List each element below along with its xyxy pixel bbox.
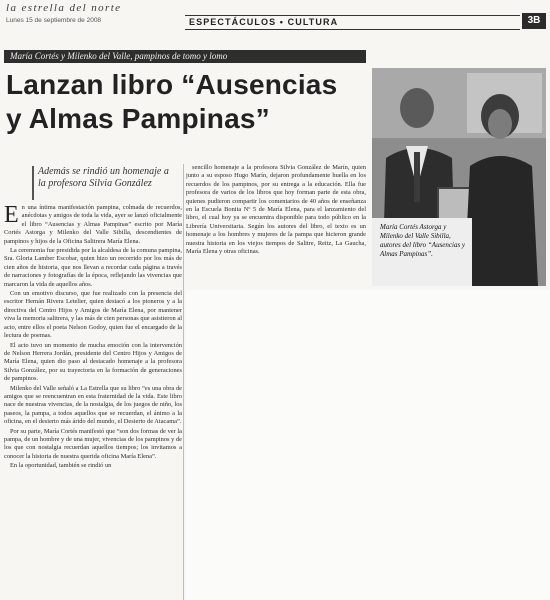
pullquote: Además se rindió un homenaje a la profesora Silvia González [38, 166, 169, 189]
column-1 [4, 204, 182, 600]
kicker: María Cortés y Milenko del Valle, pampinos de tomo y lomo [4, 50, 366, 63]
section-label: ESPECTÁCULOS • CULTURA [189, 17, 339, 27]
column-2 [186, 164, 366, 286]
paragraph: La ceremonia fue presidida por la alcaldesa de la comuna pampina, Sra. Gloria Lamber Escobar, quien hizo un recorrido por los más de cien años de historia, que nos llevan a recordar cada página a través de narraciones y fotografías de la época, reflejando las vivencias que marcaron la vida de aquellos años. [4, 247, 182, 288]
blank-area [186, 290, 550, 600]
paragraph: En la oportunidad, también se rindió un [10, 462, 112, 470]
date-line: Lunes 15 de septiembre de 2008 [6, 17, 102, 24]
page-number: 3B [522, 13, 546, 29]
masthead [0, 0, 550, 32]
paragraph: El acto tuvo un momento de mucha emoción con la intervención de Nelson Herrera Jordán, presidente del Centro Hijos y Amigos de María Elena, quien dio paso al destacado homenaje a la profesora Silvia González, por su trayectoria en la formación de generaciones de pampinos. [4, 341, 182, 383]
headline-line-2: y Almas Pampinas” [6, 103, 270, 134]
pullquote-rule [32, 166, 34, 200]
paragraph: n una íntima manifestación pampina, colmada de recuerdos, anécdotas y amigos de toda la vida, ayer se lanzó oficialmente el libro “Ausencias y Almas Pampinas” escrito por María Cortés Astorga y Milenko del Valle Sibilla, descendientes de pampinos y hijos de la Oficina Salitrera María Elena. [4, 204, 182, 245]
column-divider [183, 164, 184, 600]
photo-caption: María Cortés Astorga y Milenko del Valle Sibilla, autores del libro “Ausencias y Almas Pampinas”. [380, 223, 466, 258]
headline [6, 68, 366, 136]
paragraph: Con un emotivo discurso, que fue realizado con la presencia del escritor Hernán Rivera Letelier, quien destacó a los pioneros y a la directiva del Centro Hijos y Amigos de María Elena, por mantener viva la memoria salitrera, y las más de cien personas que asistieron al acto, entre ellos el poeta Nelson Godoy, quien fue el encargado de la lectura de poemas. [4, 290, 182, 340]
paragraph: Milenko del Valle señaló a La Estrella que su libro “es una obra de amigos que se reencuentran en esta fraternidad de la vida. Este libro nace de nuestras vivencias, de la nostalgia, de los juegos de niño, los paseos, la pampa, a todos aquellos que se recuerdan, el ánimo a la oficina, en el desierto más árido del mundo, el Desierto de Atacama”. [4, 384, 182, 426]
drop-cap: E [4, 204, 19, 228]
headline-line-1: Lanzan libro “Ausencias [6, 69, 338, 100]
paragraph: Por su parte, María Cortés manifestó que “son dos formas de ver la pampa, de un hombre y de una mujer, vivencias de los pampinos y de los que con nostalgia recuerdan aquellos tiempos; los invitamos a conocer la historia de nuestra querida oficina María Elena”. [4, 427, 182, 460]
newspaper-name: la estrella del norte [6, 2, 122, 14]
article-photo [372, 68, 546, 286]
section-bar [185, 15, 520, 30]
paragraph: sencillo homenaje a la profesora Silvia González de Marín, quien junto a su esposo Hugo Marín, dejaron profundamente huella en los recuerdos de los pampinos, por su entrega a la educación. Ella fue profesora de varios de los libros que hoy forman parte de esta obra, quienes pudieron compartir los comentarios de 40 años de enseñanza en la Escuela Bonita Nº 5 de María Elena, para el lanzamiento del libro, el cual hoy ya se encuentra disponible para todo público en la Librería Universitaria. Según los autores del libro, el texto es un homenaje a los hombres y mujeres de la pampa que hicieron grande nuestra historia en los viejos tiempos de Salitre, Reitz, La Gaucha, María Elena y otras oficinas. [186, 164, 366, 256]
